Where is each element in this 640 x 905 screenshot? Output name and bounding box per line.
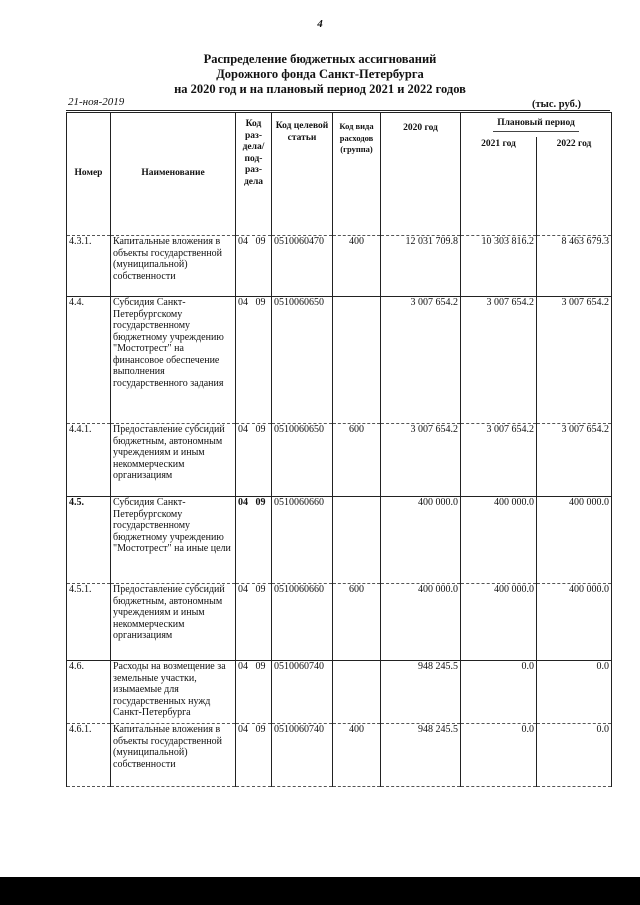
header-target: Код целевой статьи	[272, 113, 333, 236]
row-number: 4.4.1.	[67, 424, 111, 497]
table-row	[67, 497, 612, 584]
row-type: 600	[333, 584, 381, 661]
row-target: 0510060650	[272, 424, 333, 497]
row-type: 600	[333, 424, 381, 497]
row-target: 0510060740	[272, 661, 333, 724]
table-row	[67, 584, 612, 661]
header-planned-period	[461, 113, 612, 138]
table-row	[67, 424, 612, 497]
title-line-3: на 2020 год и на плановый период 2021 и 2022 годов	[174, 82, 466, 96]
row-target: 0510060650	[272, 297, 333, 424]
header-2021: 2021 год	[461, 137, 537, 236]
header-name: Наименование	[111, 113, 236, 236]
header-section: Код раз-дела/ под-раз-дела	[236, 113, 272, 236]
row-2021: 10 303 816.2	[461, 236, 537, 297]
scan-bottom-edge	[0, 877, 640, 905]
row-2021: 400 000.0	[461, 584, 537, 661]
row-number: 4.4.	[67, 297, 111, 424]
row-2022: 3 007 654.2	[537, 424, 612, 497]
row-name: Предоставление субсидий бюджетным, автономным учреждениям и иным некоммерческим организациям	[111, 424, 236, 497]
row-type	[333, 661, 381, 724]
header-rule	[66, 110, 610, 111]
row-type	[333, 297, 381, 424]
header-2020: 2020 год	[381, 113, 461, 236]
row-number: 4.5.	[67, 497, 111, 584]
row-2020: 12 031 709.8	[381, 236, 461, 297]
row-number: 4.5.1.	[67, 584, 111, 661]
row-2020: 948 245.5	[381, 724, 461, 787]
row-section: 04 09	[236, 424, 272, 497]
row-number: 4.6.1.	[67, 724, 111, 787]
row-section: 04 09	[236, 584, 272, 661]
row-name: Капитальные вложения в объекты государственной (муниципальной) собственности	[111, 724, 236, 787]
row-target: 0510060660	[272, 584, 333, 661]
row-2020: 3 007 654.2	[381, 297, 461, 424]
row-section: 04 09	[236, 724, 272, 787]
table-row	[67, 661, 612, 724]
document-date: 21-ноя-2019	[68, 96, 125, 108]
row-name: Капитальные вложения в объекты государственной (муниципальной) собственности	[111, 236, 236, 297]
row-number: 4.3.1.	[67, 236, 111, 297]
row-2022: 0.0	[537, 661, 612, 724]
row-section: 04 09	[236, 236, 272, 297]
row-target: 0510060740	[272, 724, 333, 787]
title-line-2: Дорожного фонда Санкт-Петербурга	[216, 67, 424, 81]
planned-period-label: Плановый период	[493, 118, 579, 132]
row-number: 4.6.	[67, 661, 111, 724]
row-2021: 3 007 654.2	[461, 424, 537, 497]
header-expense-type: Код вида расходов (группа)	[333, 113, 381, 236]
row-2021: 0.0	[461, 724, 537, 787]
row-target: 0510060470	[272, 236, 333, 297]
row-2020: 400 000.0	[381, 497, 461, 584]
row-name: Субсидия Санкт-Петербургскому государственному бюджетному учреждению "Мостотрест" на иные цели	[111, 497, 236, 584]
row-section: 04 09	[236, 497, 272, 584]
row-2022: 400 000.0	[537, 497, 612, 584]
title-line-1: Распределение бюджетных ассигнований	[203, 52, 437, 66]
header-number: Номер	[67, 113, 111, 236]
row-2021: 3 007 654.2	[461, 297, 537, 424]
row-type: 400	[333, 724, 381, 787]
row-2020: 400 000.0	[381, 584, 461, 661]
row-name: Расходы на возмещение за земельные участки, изымаемые для государственных нужд Санкт-Петербурга	[111, 661, 236, 724]
row-target: 0510060660	[272, 497, 333, 584]
row-2021: 400 000.0	[461, 497, 537, 584]
row-section: 04 09	[236, 297, 272, 424]
units-label: (тыс. руб.)	[532, 99, 581, 110]
row-2022: 8 463 679.3	[537, 236, 612, 297]
page-number: 4	[317, 18, 323, 30]
row-2022: 400 000.0	[537, 584, 612, 661]
row-name: Предоставление субсидий бюджетным, автономным учреждениям и иным некоммерческим организациям	[111, 584, 236, 661]
row-section: 04 09	[236, 661, 272, 724]
header-2022: 2022 год	[537, 137, 612, 236]
table-row	[67, 236, 612, 297]
row-2021: 0.0	[461, 661, 537, 724]
row-name: Субсидия Санкт-Петербургскому государственному бюджетному учреждению "Мостотрест" на финансовое обеспечение выполнения государственного задания	[111, 297, 236, 424]
row-2022: 3 007 654.2	[537, 297, 612, 424]
row-2020: 948 245.5	[381, 661, 461, 724]
budget-table	[66, 112, 612, 787]
table-row	[67, 297, 612, 424]
row-2020: 3 007 654.2	[381, 424, 461, 497]
row-type: 400	[333, 236, 381, 297]
row-2022: 0.0	[537, 724, 612, 787]
document-title	[0, 52, 640, 97]
table-row	[67, 724, 612, 787]
row-type	[333, 497, 381, 584]
